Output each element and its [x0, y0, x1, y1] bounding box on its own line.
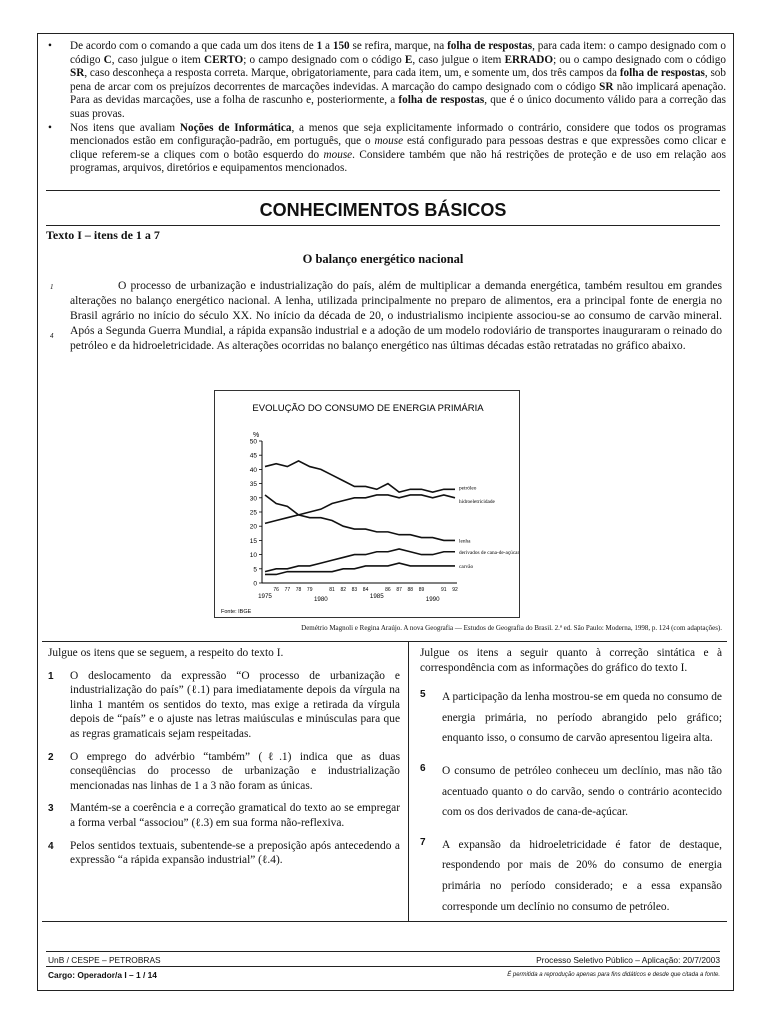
- y-tick-label: 20: [249, 523, 257, 531]
- right-intro: Julgue os itens a seguir quanto à correção sintática e à correspondência com as informações do gráfico do texto I.: [420, 647, 722, 674]
- question-number: 6: [420, 762, 426, 774]
- chart-title: EVOLUÇÃO DO CONSUMO DE ENERGIA PRIMÁRIA: [252, 403, 484, 414]
- question-number: 7: [420, 836, 426, 848]
- line-number: 1: [50, 283, 54, 291]
- legend-label: petróleo: [459, 485, 477, 492]
- passage-text: O processo de urbanização e industrialização do país, além de multiplicar a demanda energética, também resultou em grandes alterações no balanço energético nacional. A lenha, utilizada principalmente no preparo de alimentos, era a principal fonte de energia no Brasil agrário no início do século XX. No início da década de 20, o industrialismo incipiente associou-se ao consumo de carvão mineral. Após a Segunda Guerra Mundial, a rápida expansão industrial e a adoção de um modelo rodoviário de transportes inauguraram o reinado do petróleo e da hidroeletricidade. As alterações ocorridas no balanço energético nas últimas décadas estão retratadas no gráfico abaixo.: [70, 279, 722, 352]
- instruction-2: [46, 122, 726, 176]
- question-text: A participação da lenha mostrou-se em queda no consumo de energia primária, no período abrangido pelo gráfico; enquanto isso, o consumo de carvão apresentou ligeira alta.: [442, 691, 722, 745]
- x-tick-label-year: 1990: [425, 596, 440, 603]
- instructions: [46, 40, 726, 176]
- column-divider: [408, 641, 409, 922]
- x-tick-label: 91: [441, 587, 447, 593]
- instruction-text: Nos itens que avaliam Noções de Informática, a menos que seja explicitamente informado o contrário, considere que todos os programas mencionados estão em configuração-padrão, em português, que o mouse está configurado para pessoas destras e que expressões como clicar e clique referem-se a cliques com o botão esquerdo do mouse. Considere também que não há restrições de proteção e de uso em relação aos programas, arquivos, diretórios e equipamentos mencionados.: [70, 121, 727, 175]
- legend-label: hidroeletricidade: [459, 498, 495, 505]
- chart: [214, 390, 520, 618]
- y-tick-label: 50: [249, 438, 257, 446]
- question-text: A expansão da hidroeletricidade é fator de destaque, respondendo por mais de 20% do consumo de energia primária no período considerado; e a essa expansão corresponde um declínio no consumo de petróleo.: [442, 838, 722, 913]
- left-intro: Julgue os itens que se seguem, a respeito do texto I.: [48, 647, 284, 659]
- question-number: 2: [48, 751, 54, 763]
- text-title: O balanço energético nacional: [302, 252, 464, 266]
- question-item: [420, 687, 722, 749]
- x-tick-label-year: 1985: [369, 593, 384, 600]
- series-line-petróleo: [265, 461, 455, 492]
- series-line-lenha: [265, 495, 455, 540]
- x-tick-label: 84: [362, 587, 369, 593]
- y-tick-label: 15: [249, 537, 257, 545]
- y-axis-label: %: [253, 432, 260, 439]
- question-number: 4: [48, 840, 54, 852]
- question-item: [48, 669, 400, 742]
- x-tick-label: 76: [273, 587, 279, 593]
- x-tick-label: 88: [407, 587, 414, 593]
- section-title: CONHECIMENTOS BÁSICOS: [259, 200, 507, 220]
- legend-label: derivados de cana-de-açúcar: [459, 549, 520, 556]
- question-number: 3: [48, 803, 54, 815]
- instruction-text: De acordo com o comando a que cada um dos itens de 1 a 150 se refira, marque, na folha de respostas, para cada item: o campo designado com o código C, caso julgue o item CERTO; o campo designado com o código E, caso julgue o item ERRADO; ou o campo designado com o código SR, caso desconheça a resposta correta. Marque, obrigatoriamente, para cada item, um, e somente um, dos três campos da folha de respostas, sob pena de arcar com os prejuízos decorrentes de marcações indevidas. A marcação do campo designado com o código SR não implicará apenação. Para as devidas marcações, use a folha de rascunho e, posteriormente, a folha de respostas, que é o único documento válido para a correção das suas provas.: [70, 40, 727, 120]
- passage: [70, 278, 722, 353]
- divider: [46, 225, 720, 226]
- chart-caption: Demétrio Magnoli e Regina Araújo. A nova Geografia — Estudos de Geografia do Brasil. 2.ª ed. São Paulo: Moderna, 1998, p. 124 (com adaptações).: [301, 624, 722, 632]
- legend-label: lenha: [459, 538, 471, 545]
- y-tick-label: 10: [249, 552, 257, 560]
- x-tick-label: 83: [351, 587, 358, 593]
- question-text: Mantém-se a coerência e a correção gramatical do texto ao se empregar a forma verbal “associou” (ℓ.3) em sua forma não-reflexiva.: [70, 802, 400, 829]
- x-tick-label-year: 1975: [258, 593, 272, 600]
- footer-process: Processo Seletivo Público – Aplicação: 20/7/2003: [536, 955, 720, 965]
- bullet: •: [48, 40, 52, 52]
- question-number: 1: [48, 670, 54, 682]
- divider: [46, 190, 720, 191]
- x-tick-label: 86: [385, 587, 391, 593]
- question-text: Pelos sentidos textuais, subentende-se a preposição após antecedendo a expressão “a rápida expansão industrial” (ℓ.4).: [70, 839, 400, 867]
- question-item: [420, 835, 722, 917]
- y-tick-label: 0: [253, 580, 257, 588]
- series-line-carvão: [265, 563, 455, 574]
- text-label: Texto I – itens de 1 a 7: [46, 228, 160, 242]
- series-line-hidroeletricidade: [265, 495, 455, 523]
- bullet: •: [48, 121, 52, 134]
- question-item: [420, 761, 722, 823]
- y-tick-label: 35: [249, 481, 257, 489]
- y-tick-label: 30: [249, 495, 257, 503]
- right-column: [420, 646, 722, 917]
- x-tick-label: 77: [284, 587, 291, 593]
- x-tick-label: 89: [418, 587, 425, 593]
- y-tick-label: 40: [249, 466, 257, 474]
- instruction-1: [46, 40, 726, 122]
- footer-divider: [46, 951, 720, 952]
- question-item: [48, 750, 400, 794]
- x-tick-label: 79: [306, 587, 313, 593]
- footer-note: É permitida a reprodução apenas para fins didáticos e desde que citada a fonte.: [507, 972, 720, 978]
- series-line-derivados-de-cana-de-açúcar: [265, 549, 455, 572]
- x-tick-label: 82: [340, 587, 347, 593]
- chart-source: Fonte: IBGE: [221, 609, 252, 615]
- left-column: [48, 646, 400, 868]
- x-tick-label: 92: [452, 587, 458, 593]
- legend-label: carvão: [459, 563, 474, 570]
- x-tick-label-year: 1980: [313, 596, 328, 603]
- question-item: [48, 839, 400, 868]
- x-tick-label: 87: [396, 587, 402, 593]
- x-tick-label: 81: [329, 587, 335, 593]
- y-tick-label: 5: [253, 566, 257, 574]
- question-number: 5: [420, 689, 426, 701]
- question-text: O emprego do advérbio “também” (ℓ.1) indica que as duas conseqüências do processo de urbanização e industrialização mencionadas nas linhas de 1 a 3 não foram as únicas.: [70, 750, 400, 792]
- line-number: 4: [50, 332, 54, 340]
- question-text: O consumo de petróleo conheceu um declínio, mas não tão acentuado quanto o do carvão, sendo o contrário acontecido com os dos derivados de cana-de-açúcar.: [442, 764, 722, 819]
- footer-page: Cargo: Operador/a I – 1 / 14: [48, 970, 157, 980]
- y-tick-label: 45: [249, 452, 257, 460]
- question-item: [48, 801, 400, 830]
- footer-divider: [46, 966, 720, 967]
- chart-svg: [215, 391, 521, 619]
- footer-org: UnB / CESPE – PETROBRAS: [48, 955, 161, 965]
- question-text: O deslocamento da expressão “O processo de urbanização e industrialização do país” (ℓ.1) para imediatamente depois da vírgula na linha 1 mantém os sentidos do texto, mas exige a retirada da vírgula depois de “país” e o ajuste nas letras maiúsculas e minúsculas para que as regras gramaticais sejam respeitadas.: [70, 669, 400, 740]
- x-tick-label: 78: [295, 587, 302, 593]
- y-tick-label: 25: [249, 509, 257, 517]
